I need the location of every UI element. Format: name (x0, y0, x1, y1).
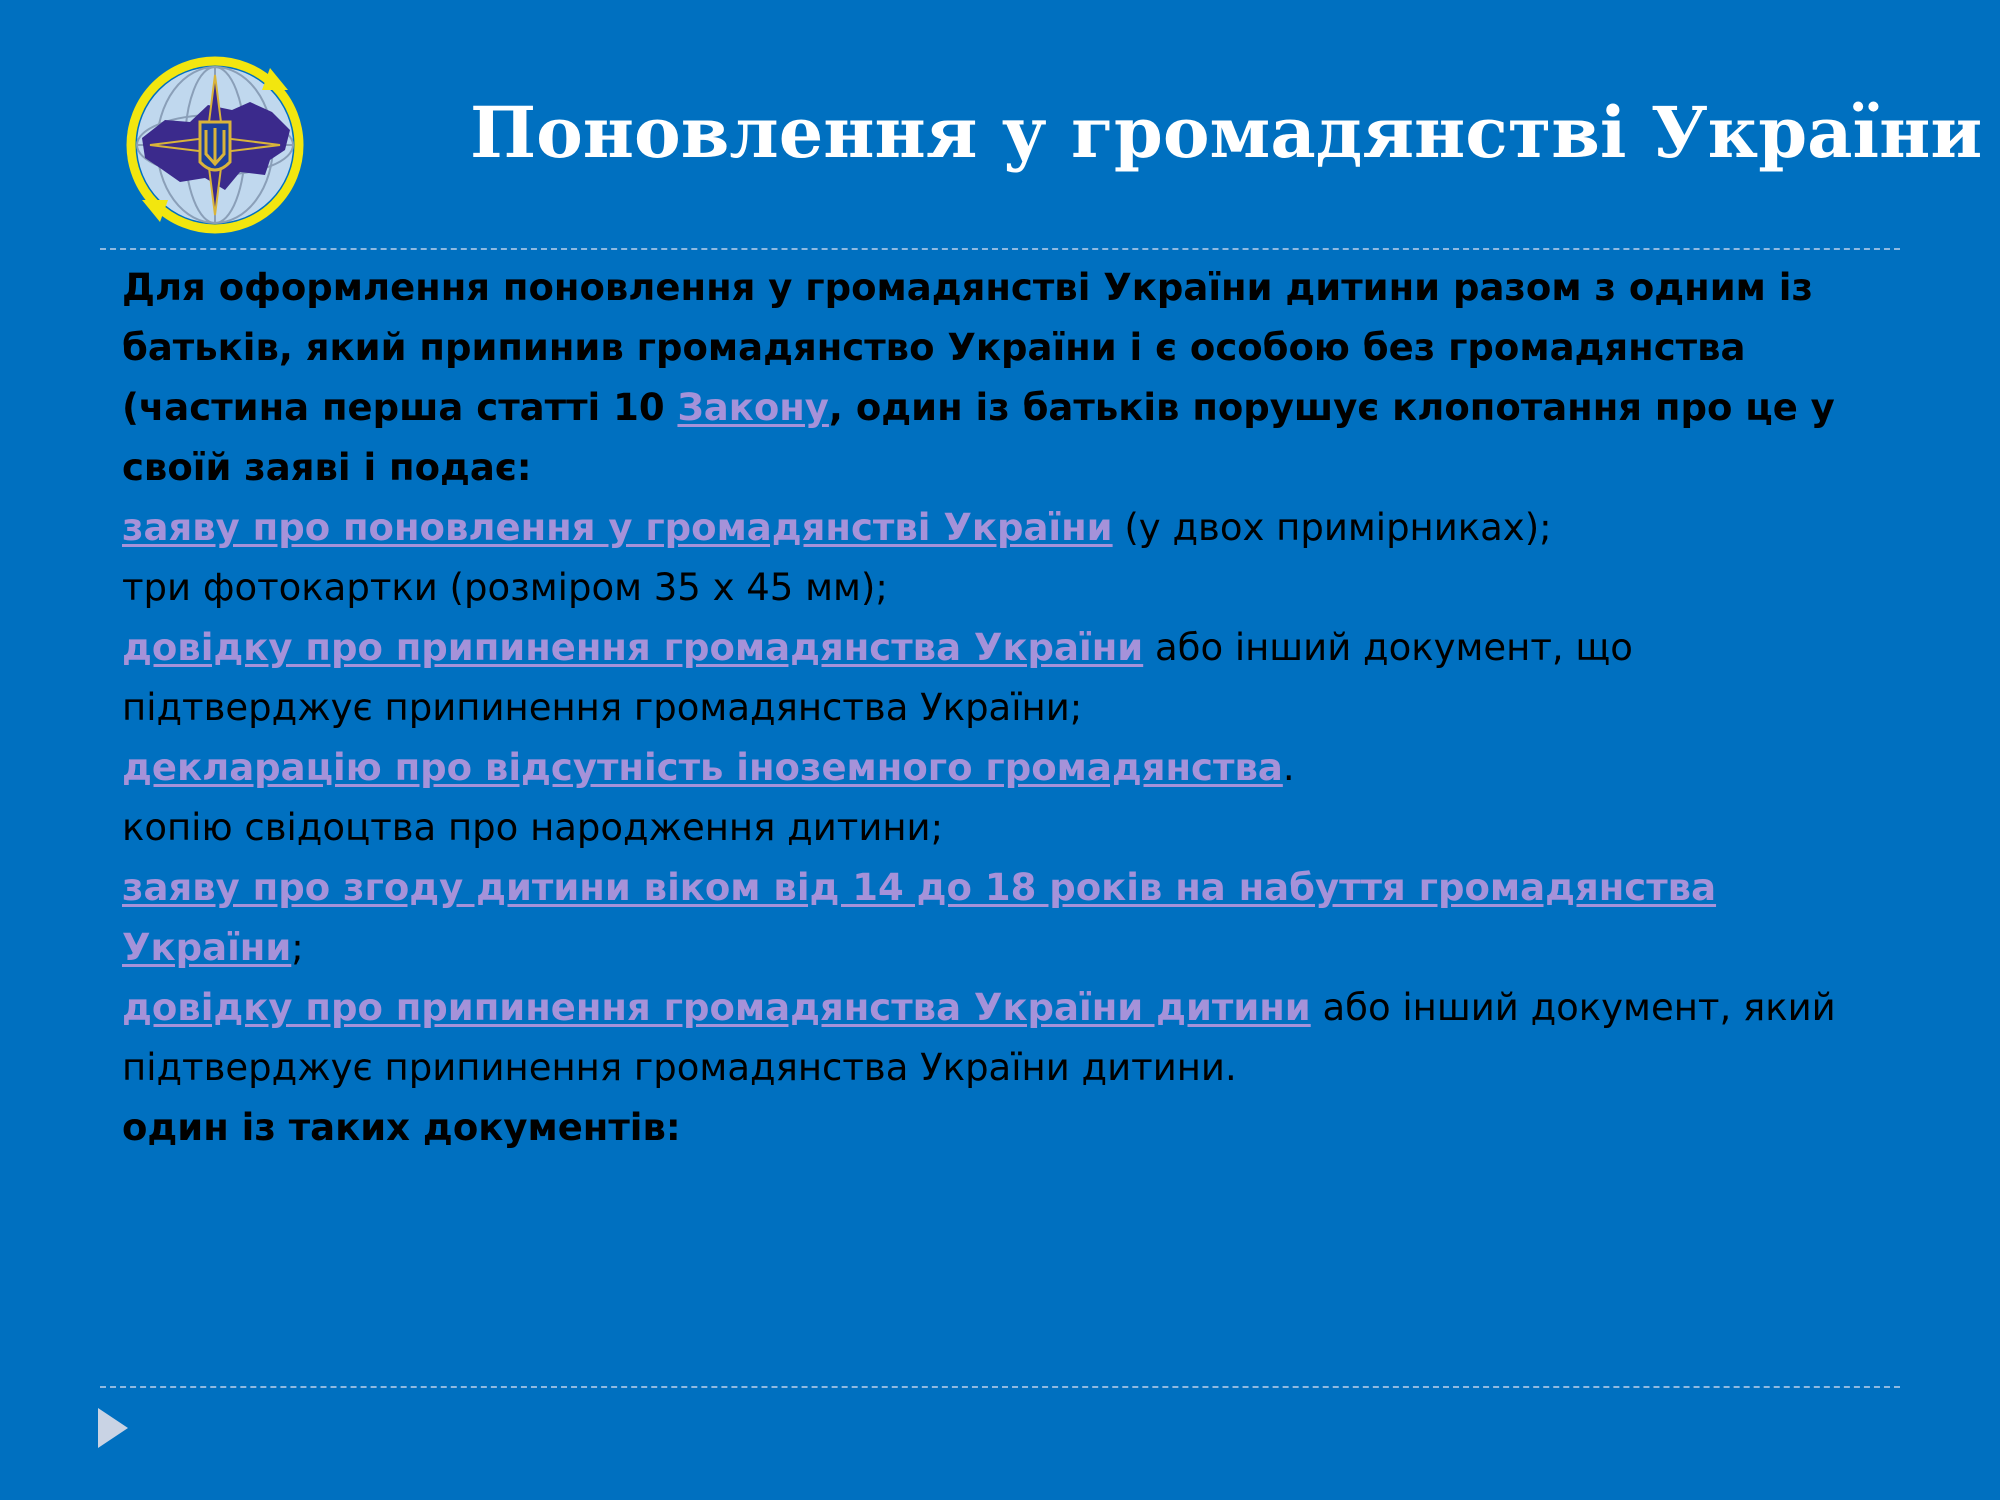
list-item (122, 798, 1882, 858)
migration-service-emblem-icon (120, 50, 310, 240)
list-item (122, 618, 1882, 738)
no-foreign-citizenship-declaration-link[interactable]: декларацію про відсутність іноземного громадянства (122, 746, 1283, 789)
list-item-text: копію свідоцтва про народження дитини; (122, 806, 944, 849)
list-item-text: три фотокартки (розміром 35 х 45 мм); (122, 566, 888, 609)
list-item (122, 978, 1882, 1098)
footer-text: один із таких документів: (122, 1106, 681, 1149)
list-item-text: ; (291, 926, 304, 969)
list-item-text: або інший документ, який підтверджує припинення громадянства України дитини. (122, 986, 1836, 1089)
list-item (122, 738, 1882, 798)
list-item (122, 558, 1882, 618)
list-item (122, 498, 1882, 558)
list-item-text: . (1282, 746, 1295, 789)
law-link[interactable]: Закону (677, 386, 829, 429)
termination-certificate-link[interactable]: довідку про припинення громадянства України (122, 626, 1144, 669)
child-termination-certificate-link[interactable]: довідку про припинення громадянства України дитини (122, 986, 1311, 1029)
intro-text-part1: Для оформлення поновлення у громадянстві України дитини разом з одним із батьків, який припинив громадянство України і є особою без громадянства (частина перша статті 10 (122, 266, 1813, 429)
slide-title: Поновлення у громадянстві України (470, 91, 1983, 174)
next-slide-arrow-icon[interactable] (98, 1408, 128, 1448)
list-item-text: (у двох примірниках); (1112, 506, 1552, 549)
intro-text-part2: , один із батьків порушує клопотання про це у своїй заяві і подає: (122, 386, 1835, 489)
child-consent-application-link[interactable]: заяву про згоду дитини віком від 14 до 18 років на набуття громадянства України (122, 866, 1717, 969)
slide-content (122, 258, 1882, 1158)
intro-paragraph (122, 258, 1882, 498)
top-divider (100, 248, 1900, 250)
bottom-divider (100, 1386, 1900, 1388)
list-item (122, 858, 1882, 978)
citizenship-restoration-application-link[interactable]: заяву про поновлення у громадянстві України (122, 506, 1113, 549)
list-item-text: або інший документ, що підтверджує припинення громадянства України; (122, 626, 1633, 729)
